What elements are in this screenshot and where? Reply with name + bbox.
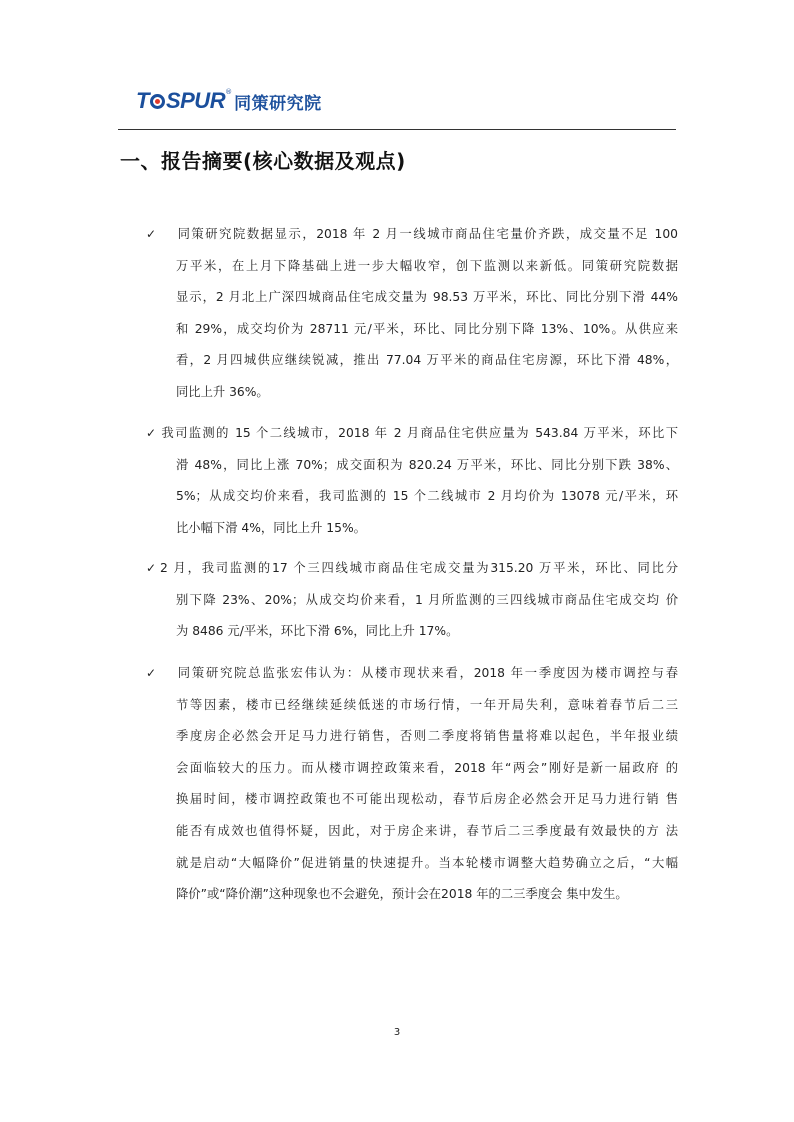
bullet-line: 别下降 23%、20%；从成交均价来看，1 月所监测的三四线城市商品住宅成交均 价 <box>176 592 678 607</box>
check-icon: ✓ <box>146 666 157 680</box>
summary-bullet-3 <box>146 553 678 648</box>
bullet-line: 节等因素，楼市已经继续延续低迷的市场行情，一年开局失利，意味着春节后二三 <box>176 697 678 712</box>
summary-bullet-4 <box>146 658 678 911</box>
summary-bullet-1 <box>146 219 678 409</box>
logo-chinese-name: 同策研究院 <box>234 93 322 114</box>
bullet-line: 降价”或“降价潮”这种现象也不会避免，预计会在2018 年的二三季度会 集中发生。 <box>176 887 628 902</box>
bullet-line: 同策研究院数据显示，2018 年 2 月一线城市商品住宅量价齐跌，成交量不足 100 <box>176 227 678 241</box>
header-divider <box>118 129 676 130</box>
logo-o-ring-icon <box>150 94 165 109</box>
bullet-line: 比小幅下滑 4%，同比上升 15%。 <box>176 520 366 535</box>
bullet-line: 会面临较大的压力。而从楼市调控政策来看，2018 年“两会”刚好是新一届政府 的 <box>176 760 678 775</box>
bullet-line: 就是启动“大幅降价”促进销量的快速提升。当本轮楼市调整大趋势确立之后，“大幅 <box>176 855 678 870</box>
check-icon: ✓ <box>146 426 157 440</box>
check-icon: ✓ <box>146 227 157 241</box>
bullet-line: 我司监测的 15 个二线城市，2018 年 2 月商品住宅供应量为 543.84 万平米，环比下 <box>160 426 678 440</box>
bullet-line: 和 29%，成交均价为 28711 元/平米，环比、同比分别下降 13%、10%。从供应来 <box>176 321 678 336</box>
page-number: 3 <box>393 1027 401 1038</box>
bullet-line: 换届时间，楼市调控政策也不可能出现松动，春节后房企必然会开足马力进行销 售 <box>176 792 678 807</box>
bullet-line: 看，2 月四城供应继续锐减，推出 77.04 万平米的商品住宅房源，环比下滑 48%， <box>176 353 678 368</box>
report-header <box>136 86 322 116</box>
bullet-line: 同策研究院总监张宏伟认为：从楼市现状来看，2018 年一季度因为楼市调控与春 <box>176 666 678 680</box>
bullet-line: 滑 48%，同比上涨 70%；成交面积为 820.24 万平米，环比、同比分别下跌 38%、 <box>176 457 678 472</box>
registered-mark: ® <box>225 88 233 96</box>
bullet-line: 万平米，在上月下降基础上进一步大幅收窄，创下监测以来新低。同策研究院数据 <box>176 258 678 273</box>
bullet-line: 为 8486 元/平米，环比下滑 6%，同比上升 17%。 <box>176 624 459 639</box>
bullet-line: 同比上升 36%。 <box>176 384 269 399</box>
check-icon: ✓ <box>146 561 157 575</box>
bullet-line: 季度房企必然会开足马力进行销售，否则二季度将销售量将难以起色，半年报业绩 <box>176 729 678 744</box>
section-title: 一、报告摘要(核心数据及观点) <box>120 149 406 173</box>
bullet-line: 2 月，我司监测的17 个三四线城市商品住宅成交量为315.20 万平米，环比、同比分 <box>160 561 678 575</box>
tospur-logo: T SPUR <box>136 88 226 113</box>
bullet-line: 能否有成效也值得怀疑，因此，对于房企来讲，春节后二三季度最有效最快的方 法 <box>176 823 678 838</box>
bullet-line: 5%；从成交均价来看，我司监测的 15 个二线城市 2 月均价为 13078 元/平米，环 <box>176 489 678 504</box>
bullet-line: 显示，2 月北上广深四城商品住宅成交量为 98.53 万平米，环比、同比分别下滑 44% <box>176 290 678 305</box>
summary-bullet-2 <box>146 418 678 544</box>
